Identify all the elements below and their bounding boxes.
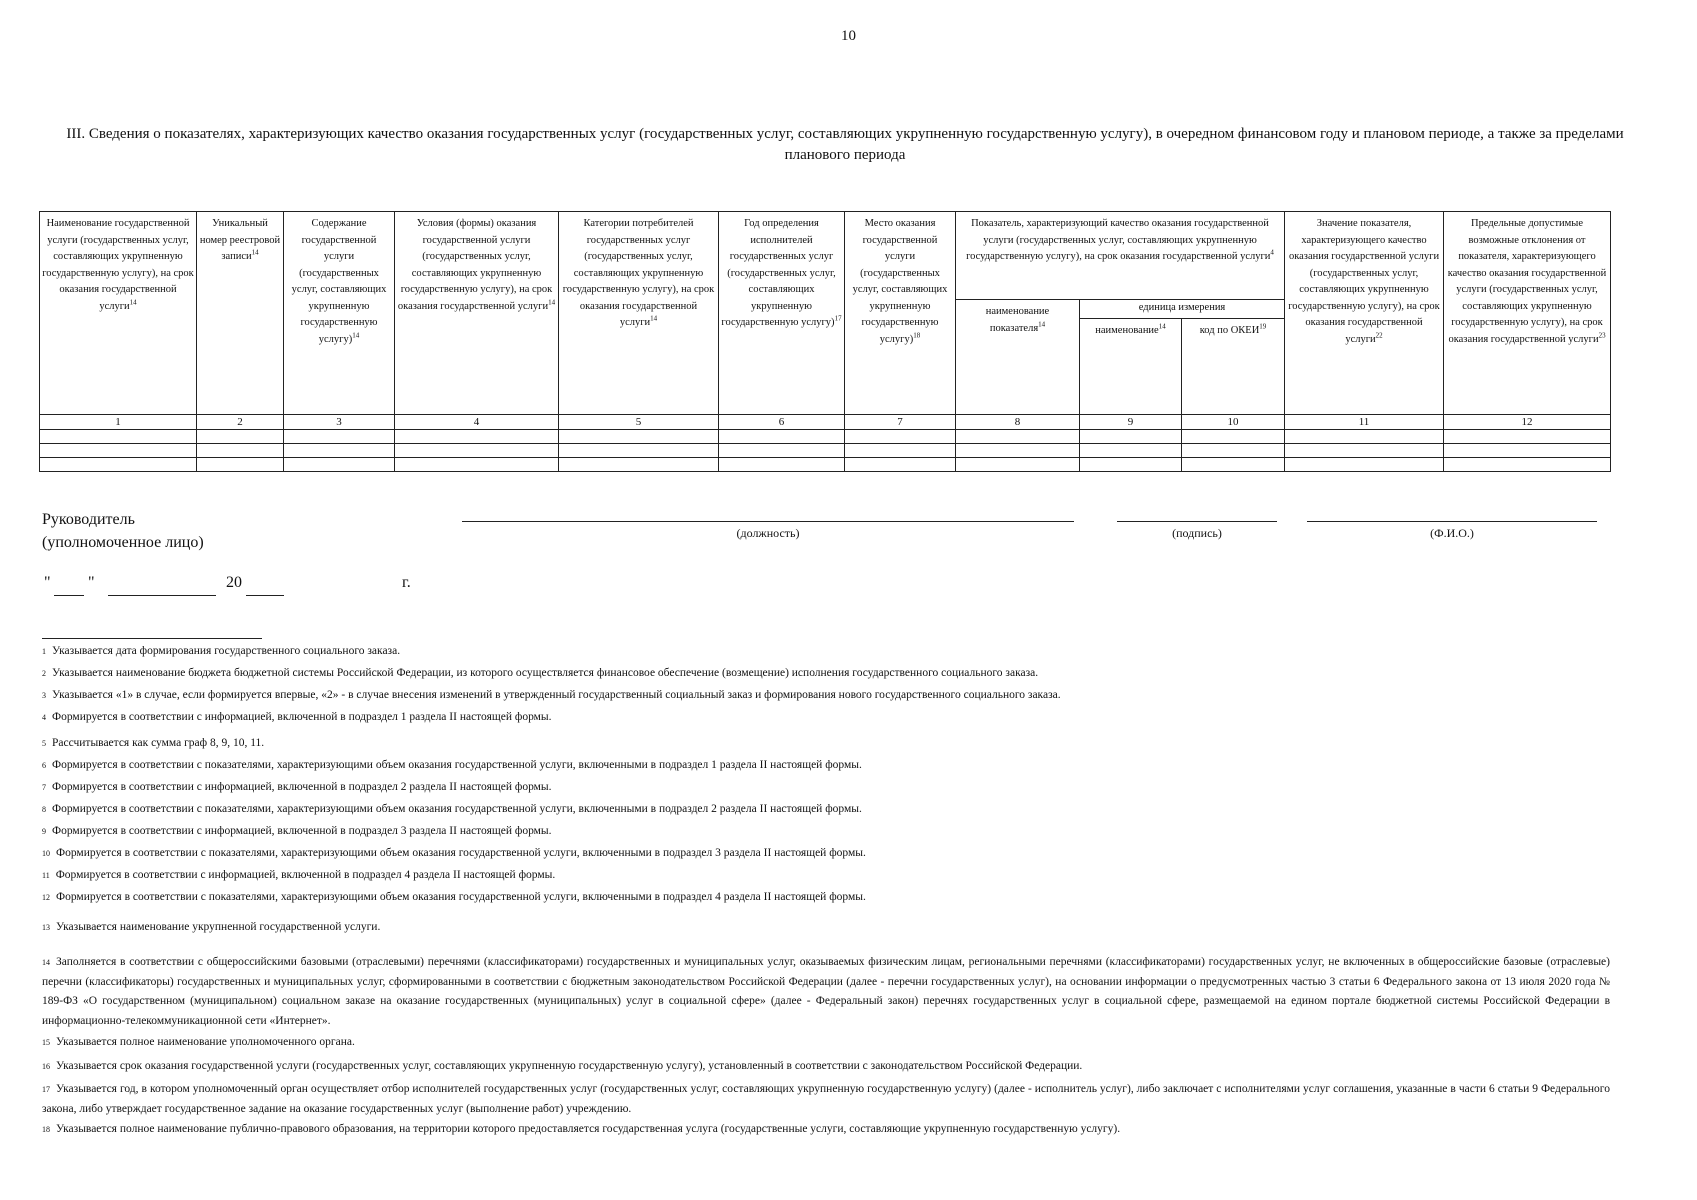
table-row bbox=[40, 429, 1611, 443]
header-registry-number: Уникальный номер реестровой записи$^{14}$ bbox=[197, 212, 284, 415]
footnote: $^{17}$ Указывается год, в котором уполномоченный орган осуществляет отбор исполнителей государственных услуг (государственных услуг, составляющих укрупненную государственную услугу) (далее - исполнитель услуг), либо заключает с исполнителями услуг соглашения, указанные в части 6 статьи 9 Федерального закона, либо утверждает государственное задание на оказание государственных услуг (выполнение работ) учреждению. bbox=[42, 1083, 1610, 1115]
signatory-title: Руководитель (уполномоченное лицо) bbox=[42, 511, 204, 551]
header-service-content: Содержание государственной услуги (государственных услуг, составляющих укрупненную государственную услугу)$^{14}$ bbox=[284, 212, 395, 415]
footnote: $^{13}$ Указывается наименование укрупненной государственной услуги. bbox=[42, 921, 381, 933]
name-line bbox=[1307, 521, 1597, 522]
date-month-line bbox=[108, 595, 216, 596]
header-service-name: Наименование государственной услуги (государственных услуг, составляющих укрупненную государственную услугу), на срок оказания государственной услуги$^{14}$ bbox=[40, 212, 197, 415]
column-number: 10 bbox=[1182, 414, 1285, 429]
header-indicator-name: наименование показателя$^{14}$ bbox=[956, 300, 1080, 415]
footnote: $^9$ Формируется в соответствии с информацией, включенной в подраздел 3 раздела II настоящей формы. bbox=[42, 825, 552, 837]
footnote: $^3$ Указывается «1» в случае, если формируется впервые, «2» - в случае внесения изменений в утвержденный государственный социальный заказ и формирования нового государственного социального заказа. bbox=[42, 689, 1061, 701]
footnote: $^{10}$ Формируется в соответствии с показателями, характеризующими объем оказания государственной услуги, включенными в подраздел 3 раздела II настоящей формы. bbox=[42, 847, 866, 859]
column-number: 7 bbox=[845, 414, 956, 429]
header-allowed-deviations: Предельные допустимые возможные отклонения от показателя, характеризующего качество оказания государственной услуги (государственных услуг, составляющих укрупненную государственную услугу), на срок оказания государственной услуги$^{23}$ bbox=[1444, 212, 1611, 415]
column-number-row bbox=[40, 414, 1611, 429]
footnote: $^1$ Указывается дата формирования государственного социального заказа. bbox=[42, 645, 401, 657]
date-day-line bbox=[54, 595, 84, 596]
header-quality-indicator-group: Показатель, характеризующий качество оказания государственной услуги (государственных услуг, составляющих укрупненную государственную услугу), на срок оказания государственной услуги$^4$ bbox=[956, 212, 1285, 300]
footnote: $^{18}$ Указывается полное наименование публично-правового образования, на территории которого предоставляется государственная услуга (государственные услуги, составляющие укрупненную государственную услугу). bbox=[42, 1123, 1121, 1135]
column-number: 4 bbox=[395, 414, 559, 429]
footnote-separator bbox=[42, 638, 262, 639]
column-number: 11 bbox=[1285, 414, 1444, 429]
footnote: $^8$ Формируется в соответствии с показателями, характеризующими объем оказания государственной услуги, включенными в подраздел 2 раздела II настоящей формы. bbox=[42, 803, 862, 815]
footnote: $^{12}$ Формируется в соответствии с показателями, характеризующими объем оказания государственной услуги, включенными в подраздел 4 раздела II настоящей формы. bbox=[42, 891, 866, 903]
footnote: $^{16}$ Указывается срок оказания государственной услуги (государственных услуг, составляющих укрупненную государственную услугу), установленный в соответствии с законодательством Российской Федерации. bbox=[42, 1060, 1083, 1072]
name-caption: (Ф.И.О.) bbox=[1430, 526, 1474, 540]
position-caption: (должность) bbox=[736, 526, 800, 540]
section-title: III. Сведения о показателях, характеризующих качество оказания государственных услуг (государственных услуг, составляющих укрупненную государственную услугу), в очередном финансовом году и плановом периоде, а также за пределами планового периода bbox=[66, 126, 1624, 163]
column-number: 6 bbox=[719, 414, 845, 429]
page-number: 10 bbox=[841, 28, 856, 44]
column-number: 3 bbox=[284, 414, 395, 429]
header-unit-group: единица измерения bbox=[1080, 300, 1285, 319]
footnote: $^{15}$ Указывается полное наименование уполномоченного органа. bbox=[42, 1036, 355, 1048]
column-number: 8 bbox=[956, 414, 1080, 429]
column-number: 5 bbox=[559, 414, 719, 429]
date-quote-close: " bbox=[88, 574, 95, 591]
table-row bbox=[40, 443, 1611, 457]
quality-indicators-table bbox=[39, 211, 1611, 472]
date-year-line bbox=[246, 595, 284, 596]
footnote: $^5$ Рассчитывается как сумма граф 8, 9, 10, 11. bbox=[42, 737, 265, 749]
header-contractor-year: Год определения исполнителей государственных услуг (государственных услуг, составляющих укрупненную государственную услугу)$^{17}$ bbox=[719, 212, 845, 415]
date-year-prefix: 20 bbox=[226, 574, 242, 591]
date-year-suffix: г. bbox=[402, 574, 411, 591]
header-okei-code: код по ОКЕИ$^{19}$ bbox=[1182, 318, 1285, 414]
column-number: 9 bbox=[1080, 414, 1182, 429]
footnote: $^{11}$ Формируется в соответствии с информацией, включенной в подраздел 4 раздела II настоящей формы. bbox=[42, 869, 556, 881]
date-quote-open: " bbox=[44, 574, 51, 591]
column-number: 2 bbox=[197, 414, 284, 429]
column-number: 12 bbox=[1444, 414, 1611, 429]
footnote: $^7$ Формируется в соответствии с информацией, включенной в подраздел 2 раздела II настоящей формы. bbox=[42, 781, 552, 793]
header-indicator-value: Значение показателя, характеризующего качество оказания государственной услуги (государственных услуг, составляющих укрупненную государственную услугу), на срок оказания государственной услуги$^{22}$ bbox=[1285, 212, 1444, 415]
header-service-conditions: Условия (формы) оказания государственной услуги (государственных услуг, составляющих укрупненную государственную услугу), на срок оказания государственной услуги$^{14}$ bbox=[395, 212, 559, 415]
signature-line bbox=[1117, 521, 1277, 522]
footnote: $^4$ Формируется в соответствии с информацией, включенной в подраздел 1 раздела II настоящей формы. bbox=[42, 711, 552, 723]
header-service-place: Место оказания государственной услуги (государственных услуг, составляющих укрупненную государственную услугу)$^{18}$ bbox=[845, 212, 956, 415]
table-row bbox=[40, 457, 1611, 471]
header-unit-name: наименование$^{14}$ bbox=[1080, 318, 1182, 414]
footnote: $^6$ Формируется в соответствии с показателями, характеризующими объем оказания государственной услуги, включенными в подраздел 1 раздела II настоящей формы. bbox=[42, 759, 862, 771]
header-consumer-categories: Категории потребителей государственных услуг (государственных услуг, составляющих укрупненную государственную услугу), на срок оказания государственной услуги$^{14}$ bbox=[559, 212, 719, 415]
signature-caption: (подпись) bbox=[1172, 526, 1222, 540]
footnote: $^{14}$ Заполняется в соответствии с общероссийскими базовыми (отраслевыми) перечнями (классификаторами) государственных и муниципальных услуг, оказываемых физическим лицам, региональными перечнями (классификаторами) государственных услуг, не включенных в общероссийские базовые (отраслевые) перечни (классификаторы) государственных и муниципальных услуг, сформированными в соответствии с бюджетным законодательством Российской Федерации (далее - перечни государственных услуг), на основании информации о предусмотренных частью 3 статьи 6 Федерального закона от 13 июля 2020 года № 189-ФЗ «О государственном (муниципальном) социальном заказе на оказание государственных (муниципальных) услуг в социальной сфере» (далее - Федеральный закон) перечнях государственных услуг в социальной сфере, размещаемой на едином портале бюджетной системы Российской Федерации в информационно-телекоммуникационной сети «Интернет». bbox=[42, 956, 1610, 1027]
position-line bbox=[462, 521, 1074, 522]
column-number: 1 bbox=[40, 414, 197, 429]
footnote: $^2$ Указывается наименование бюджета бюджетной системы Российской Федерации, из которого осуществляется финансовое обеспечение (возмещение) исполнения государственного социального заказа. bbox=[42, 667, 1039, 679]
